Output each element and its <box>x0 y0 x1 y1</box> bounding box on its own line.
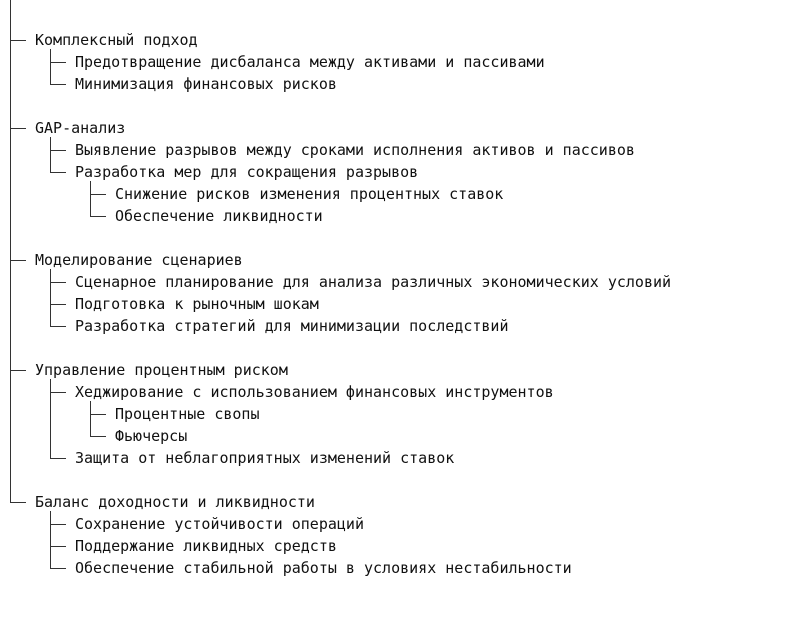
connector-horizontal <box>90 414 106 415</box>
tree-node: Процентные свопы <box>115 405 260 423</box>
root-trunk <box>10 0 11 503</box>
connector-horizontal <box>50 524 66 525</box>
tree-node: Сценарное планирование для анализа различных экономических условий <box>75 273 672 291</box>
connector-horizontal <box>50 546 66 547</box>
connector-vertical <box>50 269 51 327</box>
connector-horizontal <box>90 194 106 195</box>
tree-node: Разработка стратегий для минимизации последствий <box>75 317 509 335</box>
tree-node: Фьючерсы <box>115 427 188 445</box>
connector-horizontal <box>50 326 66 327</box>
tree-node: Защита от неблагоприятных изменений ставок <box>75 449 455 467</box>
connector-horizontal <box>50 304 66 305</box>
connector-horizontal <box>10 502 26 503</box>
tree-node: Подготовка к рыночным шокам <box>75 295 319 313</box>
connector-horizontal <box>50 150 66 151</box>
tree-node: Минимизация финансовых рисков <box>75 75 337 93</box>
tree-node: Разработка мер для сокращения разрывов <box>75 163 419 181</box>
connector-vertical <box>90 181 91 217</box>
top-level-node: Комплексный подход <box>35 31 198 49</box>
connector-horizontal <box>90 216 106 217</box>
connector-horizontal <box>50 62 66 63</box>
connector-horizontal <box>10 128 26 129</box>
tree-node: Обеспечение ликвидности <box>115 207 323 225</box>
connector-horizontal <box>90 436 106 437</box>
connector-horizontal <box>10 40 26 41</box>
connector-vertical <box>50 379 51 459</box>
connector-horizontal <box>50 392 66 393</box>
connector-horizontal <box>10 370 26 371</box>
top-level-node: Баланс доходности и ликвидности <box>35 493 315 511</box>
connector-horizontal <box>10 260 26 261</box>
connector-vertical <box>50 49 51 85</box>
connector-vertical <box>90 401 91 437</box>
connector-horizontal <box>50 172 66 173</box>
tree-node: Поддержание ликвидных средств <box>75 537 337 555</box>
connector-horizontal <box>50 84 66 85</box>
tree-node: Предотвращение дисбаланса между активами и пассивами <box>75 53 545 71</box>
tree-node: Сохранение устойчивости операций <box>75 515 364 533</box>
tree-node: Снижение рисков изменения процентных ставок <box>115 185 504 203</box>
connector-horizontal <box>50 568 66 569</box>
tree-node: Выявление разрывов между сроками исполнения активов и пассивов <box>75 141 635 159</box>
connector-vertical <box>50 137 51 173</box>
connector-horizontal <box>50 282 66 283</box>
connector-horizontal <box>50 458 66 459</box>
top-level-node: Моделирование сценариев <box>35 251 243 269</box>
top-level-node: GAP-анализ <box>35 119 126 137</box>
top-level-node: Управление процентным риском <box>35 361 288 379</box>
tree-node: Обеспечение стабильной работы в условиях нестабильности <box>75 559 572 577</box>
connector-vertical <box>50 511 51 569</box>
tree-node: Хеджирование с использованием финансовых инструментов <box>75 383 554 401</box>
